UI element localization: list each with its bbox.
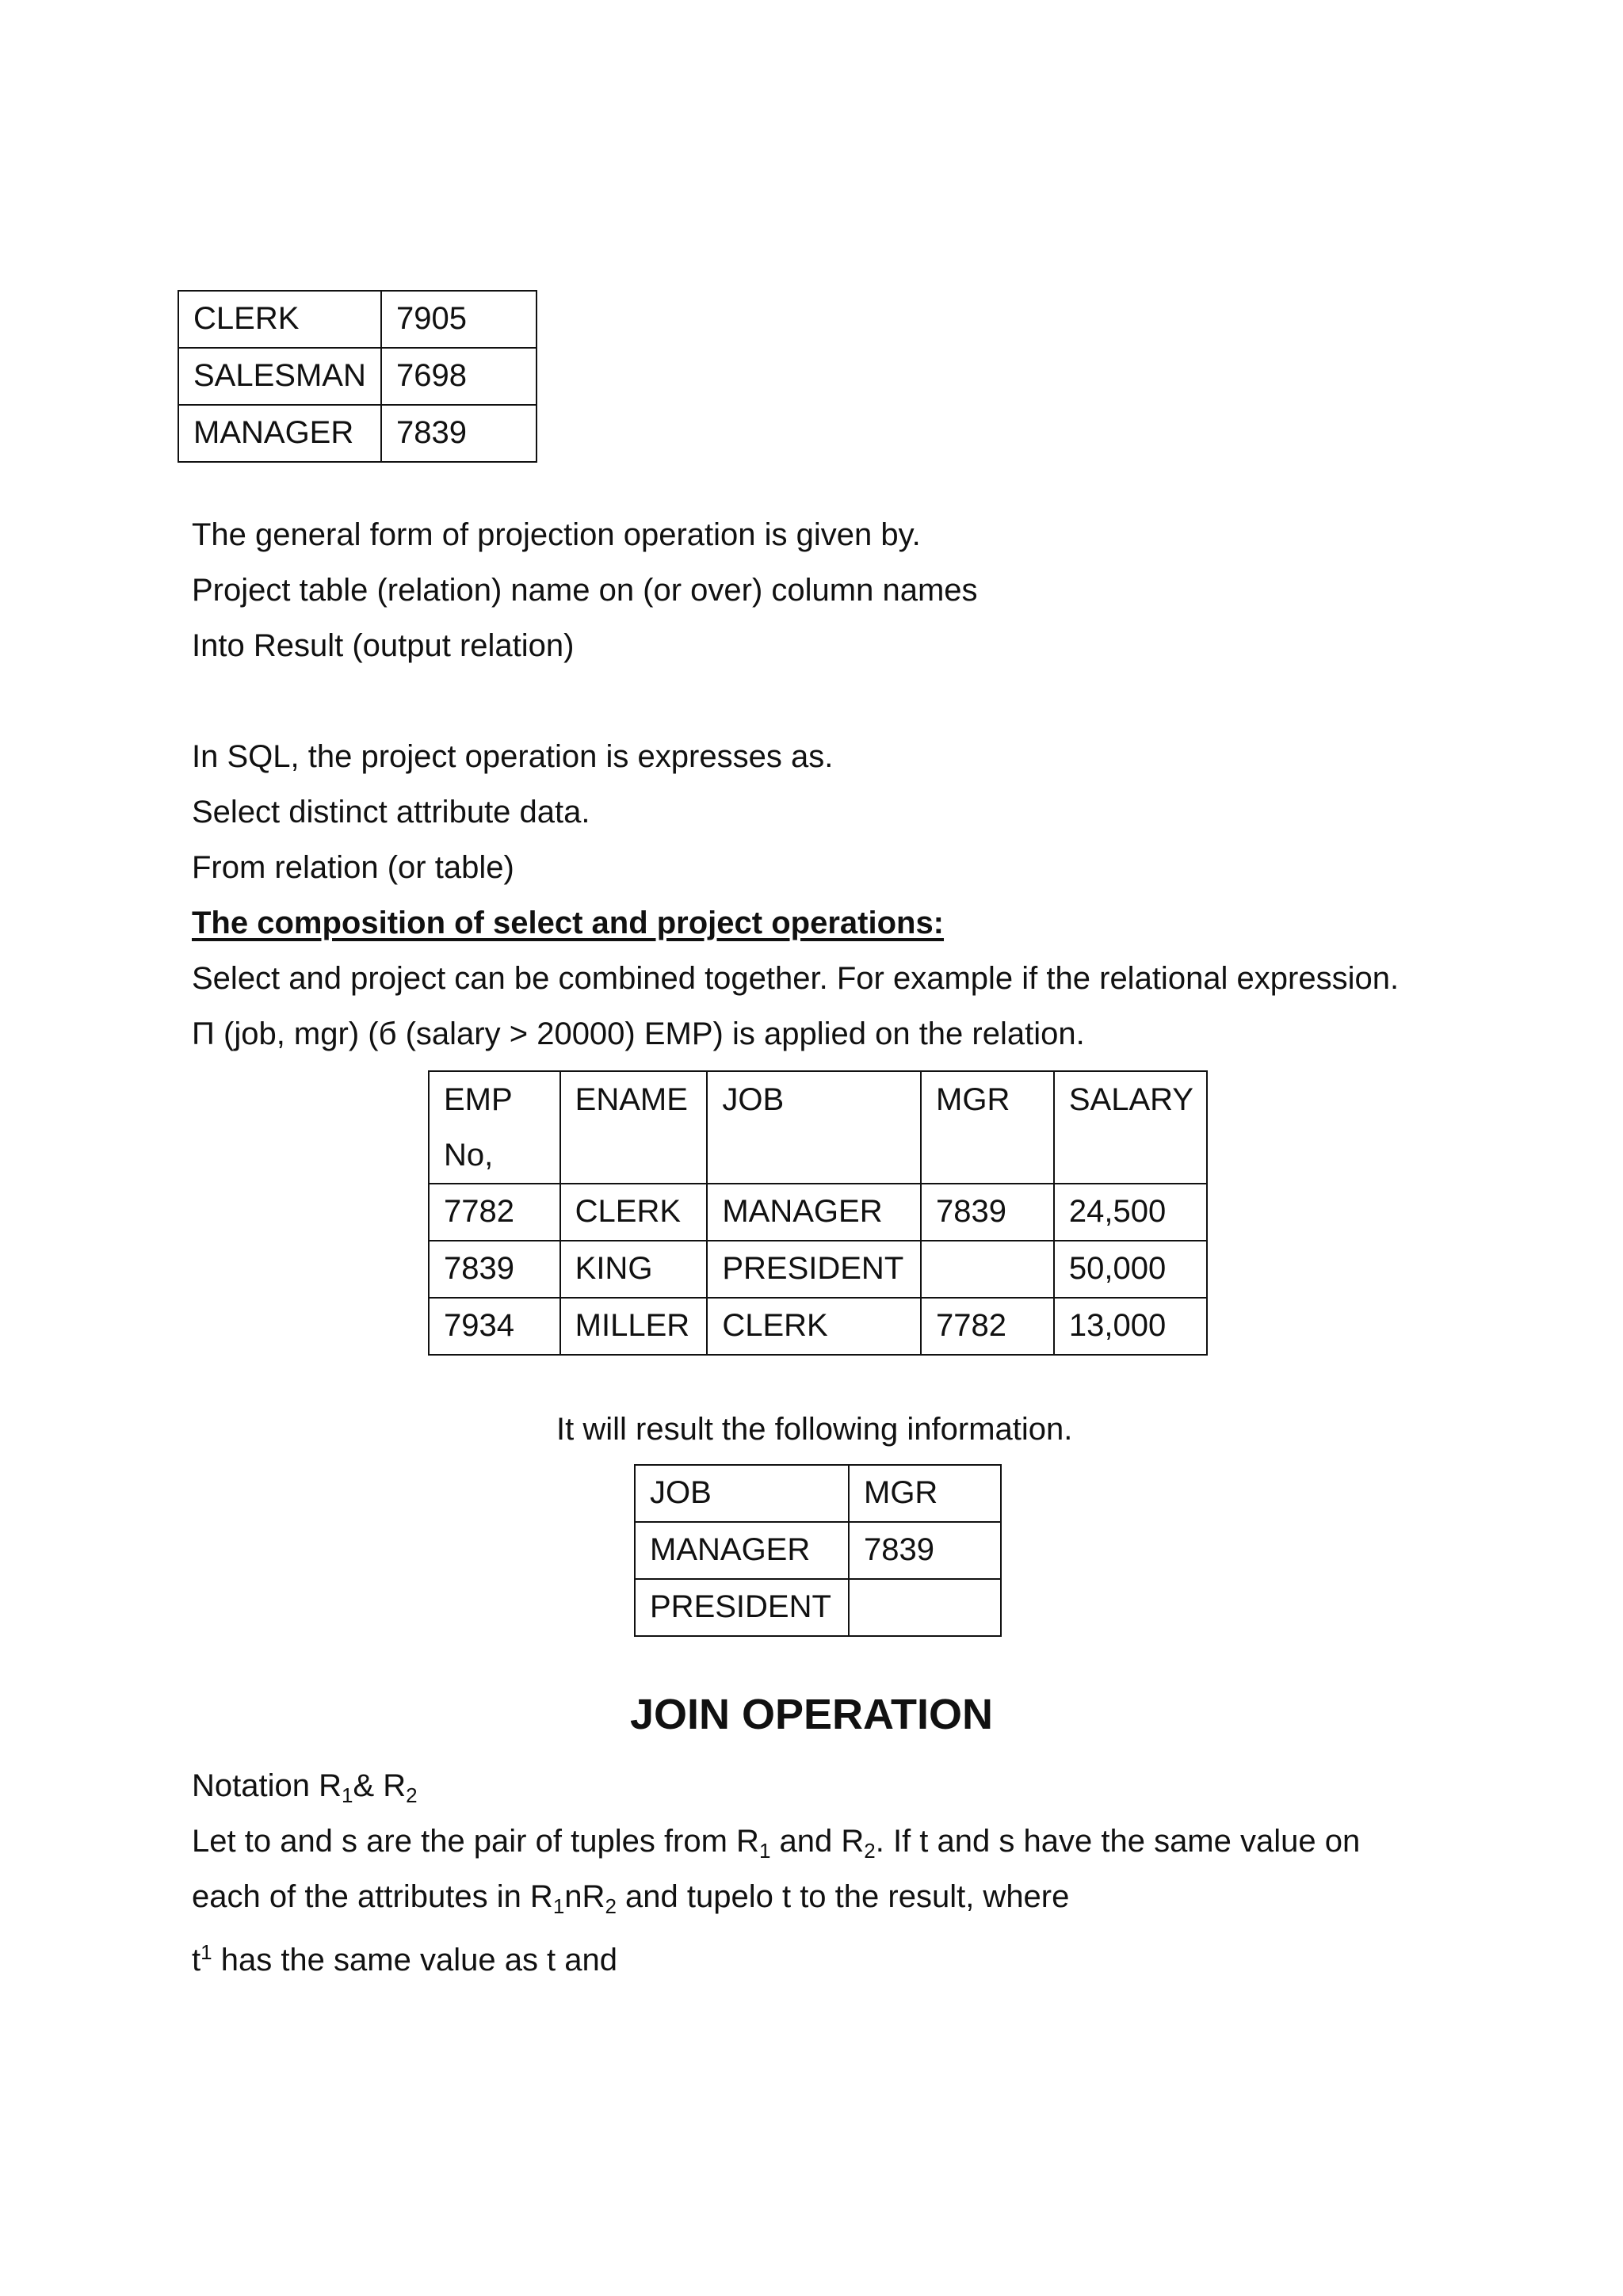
join-section-title: JOIN OPERATION [629, 1691, 994, 1738]
table-cell: MANAGER [707, 1184, 921, 1241]
text-run: has the same value as t and [212, 1943, 618, 1978]
table-cell: PRESIDENT [707, 1241, 921, 1298]
table-cell: KING [560, 1241, 708, 1298]
sql-line-1: In SQL, the project operation is expresses as. [192, 739, 834, 774]
subscript: 2 [406, 1783, 418, 1807]
emp-table [428, 1070, 1208, 1356]
notation-text: & R [353, 1768, 407, 1803]
text-run: . If t and s have the same value on [875, 1824, 1361, 1859]
table-cell: 7839 [381, 405, 537, 462]
result-intro: It will result the following information. [556, 1412, 1073, 1447]
result-table [634, 1464, 1002, 1637]
table-row [429, 1298, 1207, 1355]
table-row [178, 291, 537, 348]
table-cell: 50,000 [1054, 1241, 1207, 1298]
subscript: 1 [758, 1839, 771, 1863]
table-cell: CLERK [707, 1298, 921, 1355]
table-cell [849, 1579, 1001, 1636]
join-notation [192, 1767, 418, 1814]
composition-line-2: Π (job, mgr) (б (salary > 20000) EMP) is applied on the relation. [192, 1016, 1085, 1051]
subscript: 1 [341, 1783, 353, 1807]
column-header: MGR [921, 1071, 1054, 1184]
column-header: ENAME [560, 1071, 708, 1184]
text-run: Let to and s are the pair of tuples from R [192, 1824, 759, 1859]
table-cell: SALESMAN [178, 348, 381, 405]
superscript: 1 [200, 1940, 212, 1964]
table-cell: MANAGER [635, 1522, 849, 1579]
header-label: EMP No, [444, 1082, 512, 1173]
table-cell: PRESIDENT [635, 1579, 849, 1636]
table-cell: MANAGER [178, 405, 381, 462]
join-paragraph-line-1 [192, 1822, 1360, 1870]
table-cell: 7782 [921, 1298, 1054, 1355]
table-cell: 7839 [849, 1522, 1001, 1579]
subscript: 1 [552, 1894, 565, 1918]
table-cell: 24,500 [1054, 1184, 1207, 1241]
table-cell: 7905 [381, 291, 537, 348]
text-run: t [192, 1943, 201, 1978]
table-row [635, 1522, 1001, 1579]
join-paragraph-line-2 [192, 1878, 1069, 1925]
table-cell: 7782 [429, 1184, 560, 1241]
table-cell: 13,000 [1054, 1298, 1207, 1355]
column-header: MGR [849, 1465, 1001, 1522]
table-row [178, 405, 537, 462]
table-row [429, 1184, 1207, 1241]
table-row [635, 1579, 1001, 1636]
subscript: 2 [864, 1839, 876, 1863]
join-paragraph-line-3 [192, 1933, 617, 1979]
text-run: nR [564, 1879, 605, 1914]
text-run: each of the attributes in R [192, 1879, 553, 1914]
table-row [178, 348, 537, 405]
table-cell: MILLER [560, 1298, 708, 1355]
table-cell: 7839 [921, 1184, 1054, 1241]
composition-line-1: Select and project can be combined together. For example if the relational expression. [192, 961, 1400, 996]
notation-text: Notation R [192, 1768, 342, 1803]
projection-line-1: The general form of projection operation is given by. [192, 517, 921, 552]
projection-line-2: Project table (relation) name on (or over) column names [192, 573, 978, 608]
table-header-row [429, 1071, 1207, 1184]
composition-heading: The composition of select and project operations: [192, 906, 945, 940]
table-cell: 7839 [429, 1241, 560, 1298]
table-cell: CLERK [560, 1184, 708, 1241]
sql-line-3: From relation (or table) [192, 850, 514, 885]
subscript: 2 [605, 1894, 617, 1918]
projection-line-3: Into Result (output relation) [192, 628, 575, 663]
table-cell: CLERK [178, 291, 381, 348]
sql-line-2: Select distinct attribute data. [192, 795, 590, 830]
column-header: JOB [707, 1071, 921, 1184]
job-mgr-list-table [178, 290, 537, 463]
column-header [429, 1071, 560, 1184]
table-header-row [635, 1465, 1001, 1522]
table-cell: 7934 [429, 1298, 560, 1355]
text-run: and R [770, 1824, 865, 1859]
column-header: SALARY [1054, 1071, 1207, 1184]
table-cell: 7698 [381, 348, 537, 405]
column-header: JOB [635, 1465, 849, 1522]
text-run: and tupelo t to the result, where [616, 1879, 1070, 1914]
table-row [429, 1241, 1207, 1298]
table-cell [921, 1241, 1054, 1298]
